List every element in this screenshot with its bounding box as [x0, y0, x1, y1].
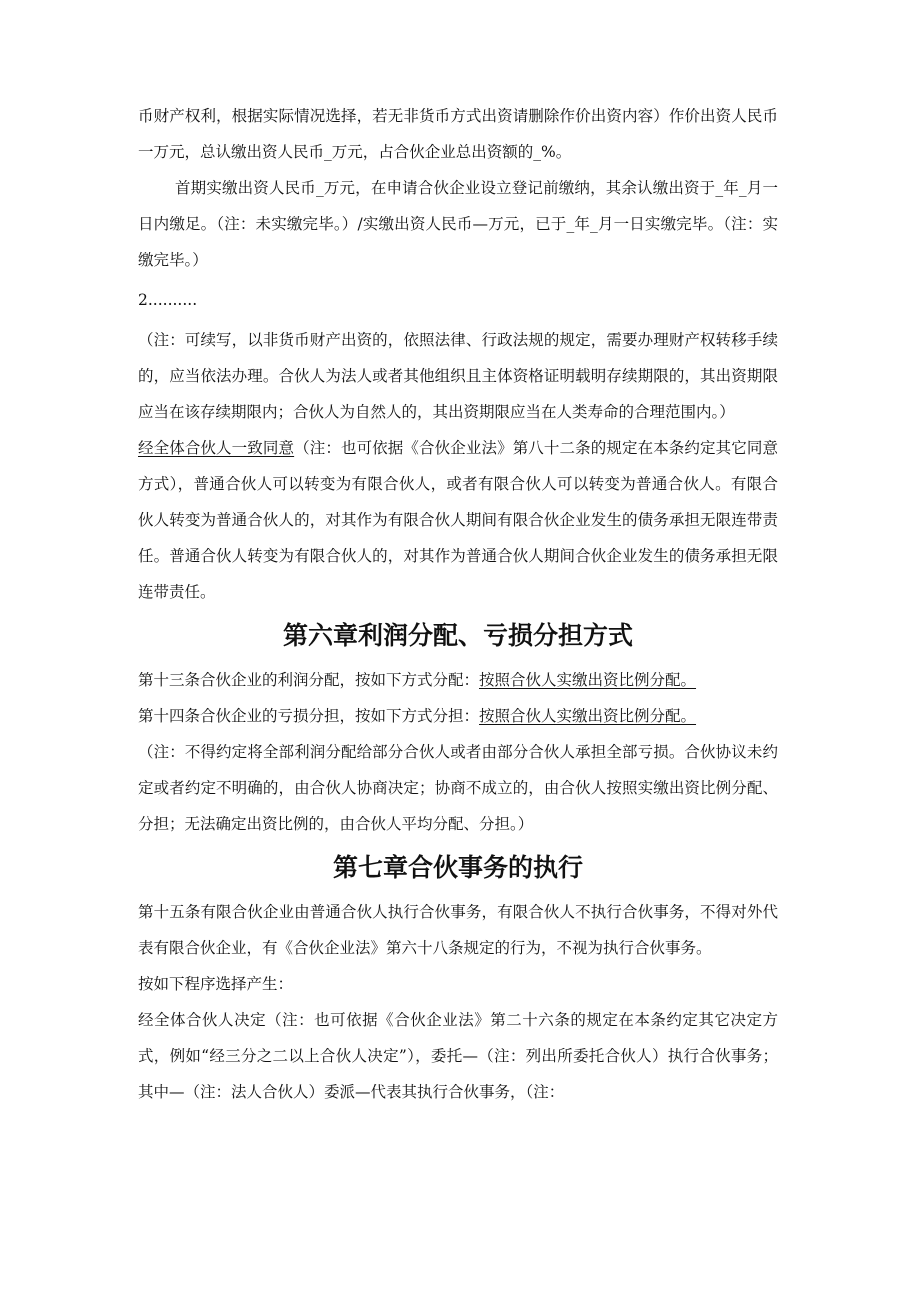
paragraph-continuation: 2.......... [138, 291, 198, 309]
paragraph-initial-payment: 首期实缴出资人民币_万元，在申请合伙企业设立登记前缴纳，其余认缴出资于_年_月一日内缴足。（注：未实缴完毕。）/实缴出资人民币—万元，已于_年_月一日实缴完毕。（注：实缴完毕。） [138, 179, 778, 269]
document-body [138, 98, 778, 1110]
article-14-text: 第十四条合伙企业的亏损分担，按如下方式分担： [138, 707, 480, 725]
chapter-7-heading: 第七章合伙事务的执行 [332, 853, 583, 882]
article-13-method: 按照合伙人实缴出资比例分配。 [479, 671, 697, 689]
article-14 [138, 698, 778, 734]
paragraph-executing-partner: 经全体合伙人决定（注：也可依据《合伙企业法》第二十六条的规定在本条约定其它决定方式，例如“经三分之二以上合伙人决定”），委托—（注：列出所委托合伙人）执行合伙事务；其中—（注：法人合伙人）委派—代表其执行合伙事务，（注： [138, 1011, 778, 1101]
paragraph-note-profit: （注：不得约定将全部利润分配给部分合伙人或者由部分合伙人承担全部亏损。合伙协议未约定或者约定不明确的，由合伙人协商决定；协商不成立的，由合伙人按照实缴出资比例分配、分担；无法确定出资比例的，由合伙人平均分配、分担。） [138, 743, 778, 833]
article-14-method: 按照合伙人实缴出资比例分配。 [479, 707, 697, 725]
underlined-consent: 经全体合伙人一致同意 [138, 439, 295, 457]
conversion-text: （注：也可依据《合伙企业法》第八十二条的规定在本条约定其它同意方式），普通合伙人可以转变为有限合伙人，或者有限合伙人可以转变为普通合伙人。有限合伙人转变为普通合伙人的，对其作为有限合伙人期间有限合伙企业发生的债务承担无限连带责任。普通合伙人转变为有限合伙人的，对其作为普通合伙人期间合伙企业发生的债务承担无限连带责任。 [138, 439, 778, 601]
article-13 [138, 662, 778, 698]
paragraph-procedure: 按如下程序选择产生： [138, 975, 294, 993]
article-15: 第十五条有限合伙企业由普通合伙人执行合伙事务，有限合伙人不执行合伙事务，不得对外代表有限合伙企业，有《合伙企业法》第六十八条规定的行为，不视为执行合伙事务。 [138, 903, 778, 957]
paragraph-note-contribution: （注：可续写，以非货币财产出资的，依照法律、行政法规的规定，需要办理财产权转移手续的，应当依法办理。合伙人为法人或者其他组织且主体资格证明载明存续期限的，其出资期限应当在该存续期限内；合伙人为自然人的，其出资期限应当在人类寿命的合理范围内。） [138, 331, 778, 421]
paragraph-partner-conversion [138, 430, 778, 610]
article-13-text: 第十三条合伙企业的利润分配，按如下方式分配： [138, 671, 480, 689]
chapter-6-heading: 第六章利润分配、亏损分担方式 [282, 621, 633, 650]
paragraph-contribution-value: 币财产权利，根据实际情况选择，若无非货币方式出资请删除作价出资内容）作价出资人民币一万元，总认缴出资人民币_万元，占合伙企业总出资额的_%。 [138, 107, 778, 161]
